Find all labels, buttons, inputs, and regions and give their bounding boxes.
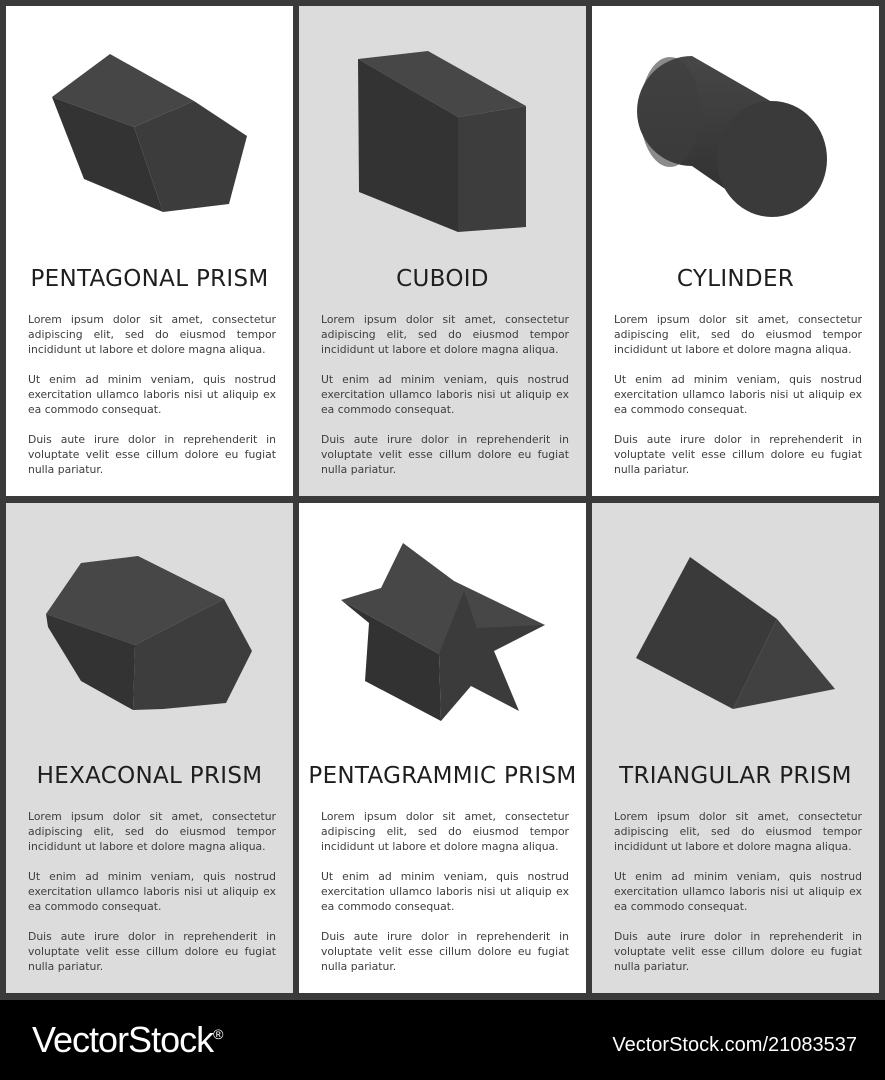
card-title: PENTAGONAL PRISM: [30, 266, 269, 292]
card-paragraph-1: Lorem ipsum dolor sit amet, consectetur adipiscing elit, sed do eiusmod tempor incididunt ut labore et dolore magna aliqua.: [28, 313, 276, 356]
card-paragraph-3: Duis aute irure dolor in reprehenderit in voluptate velit esse cillum dolore eu fugiat nulla pariatur.: [321, 433, 569, 476]
card-pentagonal-prism: [6, 6, 293, 496]
card-paragraph-1: Lorem ipsum dolor sit amet, consectetur adipiscing elit, sed do eiusmod tempor incididunt ut labore et dolore magna aliqua.: [614, 313, 862, 356]
card-paragraph-2: Ut enim ad minim veniam, quis nostrud exercitation ullamco laboris nisi ut aliquip ex ea commodo consequat.: [321, 870, 569, 913]
footer-bar: [0, 1000, 885, 1080]
card-paragraph-1: Lorem ipsum dolor sit amet, consectetur adipiscing elit, sed do eiusmod tempor incididunt ut labore et dolore magna aliqua.: [614, 810, 862, 853]
card-hexagonal-prism: [6, 503, 293, 993]
card-title: HEXACONAL PRISM: [36, 763, 263, 789]
card-cuboid: [299, 6, 586, 496]
card-paragraph-1: Lorem ipsum dolor sit amet, consectetur adipiscing elit, sed do eiusmod tempor incididunt ut labore et dolore magna aliqua.: [321, 810, 569, 853]
cylinder-icon: [592, 6, 879, 256]
card-pentagrammic-prism: [299, 503, 586, 993]
card-paragraph-2: Ut enim ad minim veniam, quis nostrud exercitation ullamco laboris nisi ut aliquip ex ea commodo consequat.: [28, 870, 276, 913]
card-paragraph-3: Duis aute irure dolor in reprehenderit in voluptate velit esse cillum dolore eu fugiat nulla pariatur.: [28, 433, 276, 476]
card-paragraph-1: Lorem ipsum dolor sit amet, consectetur adipiscing elit, sed do eiusmod tempor incididunt ut labore et dolore magna aliqua.: [321, 313, 569, 356]
pentagrammic-prism-icon: [299, 503, 586, 753]
card-paragraph-3: Duis aute irure dolor in reprehenderit in voluptate velit esse cillum dolore eu fugiat nulla pariatur.: [321, 930, 569, 973]
card-title: TRIANGULAR PRISM: [619, 763, 852, 789]
card-triangular-prism: [592, 503, 879, 993]
card-cylinder: [592, 6, 879, 496]
card-paragraph-2: Ut enim ad minim veniam, quis nostrud exercitation ullamco laboris nisi ut aliquip ex ea commodo consequat.: [614, 870, 862, 913]
hexagonal-prism-icon: [6, 503, 293, 753]
card-paragraph-3: Duis aute irure dolor in reprehenderit in voluptate velit esse cillum dolore eu fugiat nulla pariatur.: [614, 930, 862, 973]
card-title: CYLINDER: [676, 266, 795, 292]
card-title: CUBOID: [396, 266, 489, 292]
card-paragraph-3: Duis aute irure dolor in reprehenderit in voluptate velit esse cillum dolore eu fugiat nulla pariatur.: [614, 433, 862, 476]
card-paragraph-2: Ut enim ad minim veniam, quis nostrud exercitation ullamco laboris nisi ut aliquip ex ea commodo consequat.: [614, 373, 862, 416]
card-paragraph-1: Lorem ipsum dolor sit amet, consectetur adipiscing elit, sed do eiusmod tempor incididunt ut labore et dolore magna aliqua.: [28, 810, 276, 853]
card-paragraph-3: Duis aute irure dolor in reprehenderit in voluptate velit esse cillum dolore eu fugiat nulla pariatur.: [28, 930, 276, 973]
triangular-prism-icon: [592, 503, 879, 753]
cuboid-icon: [299, 6, 586, 256]
vectorstock-logo: [32, 1019, 222, 1061]
card-paragraph-2: Ut enim ad minim veniam, quis nostrud exercitation ullamco laboris nisi ut aliquip ex ea commodo consequat.: [28, 373, 276, 416]
card-paragraph-2: Ut enim ad minim veniam, quis nostrud exercitation ullamco laboris nisi ut aliquip ex ea commodo consequat.: [321, 373, 569, 416]
pentagonal-prism-icon: [6, 6, 293, 256]
registered-mark: ®: [213, 1026, 223, 1042]
logo-text: VectorStock: [32, 1019, 214, 1060]
image-credit: VectorStock.com/21083537: [612, 1034, 857, 1056]
card-title: PENTAGRAMMIC PRISM: [308, 763, 577, 789]
